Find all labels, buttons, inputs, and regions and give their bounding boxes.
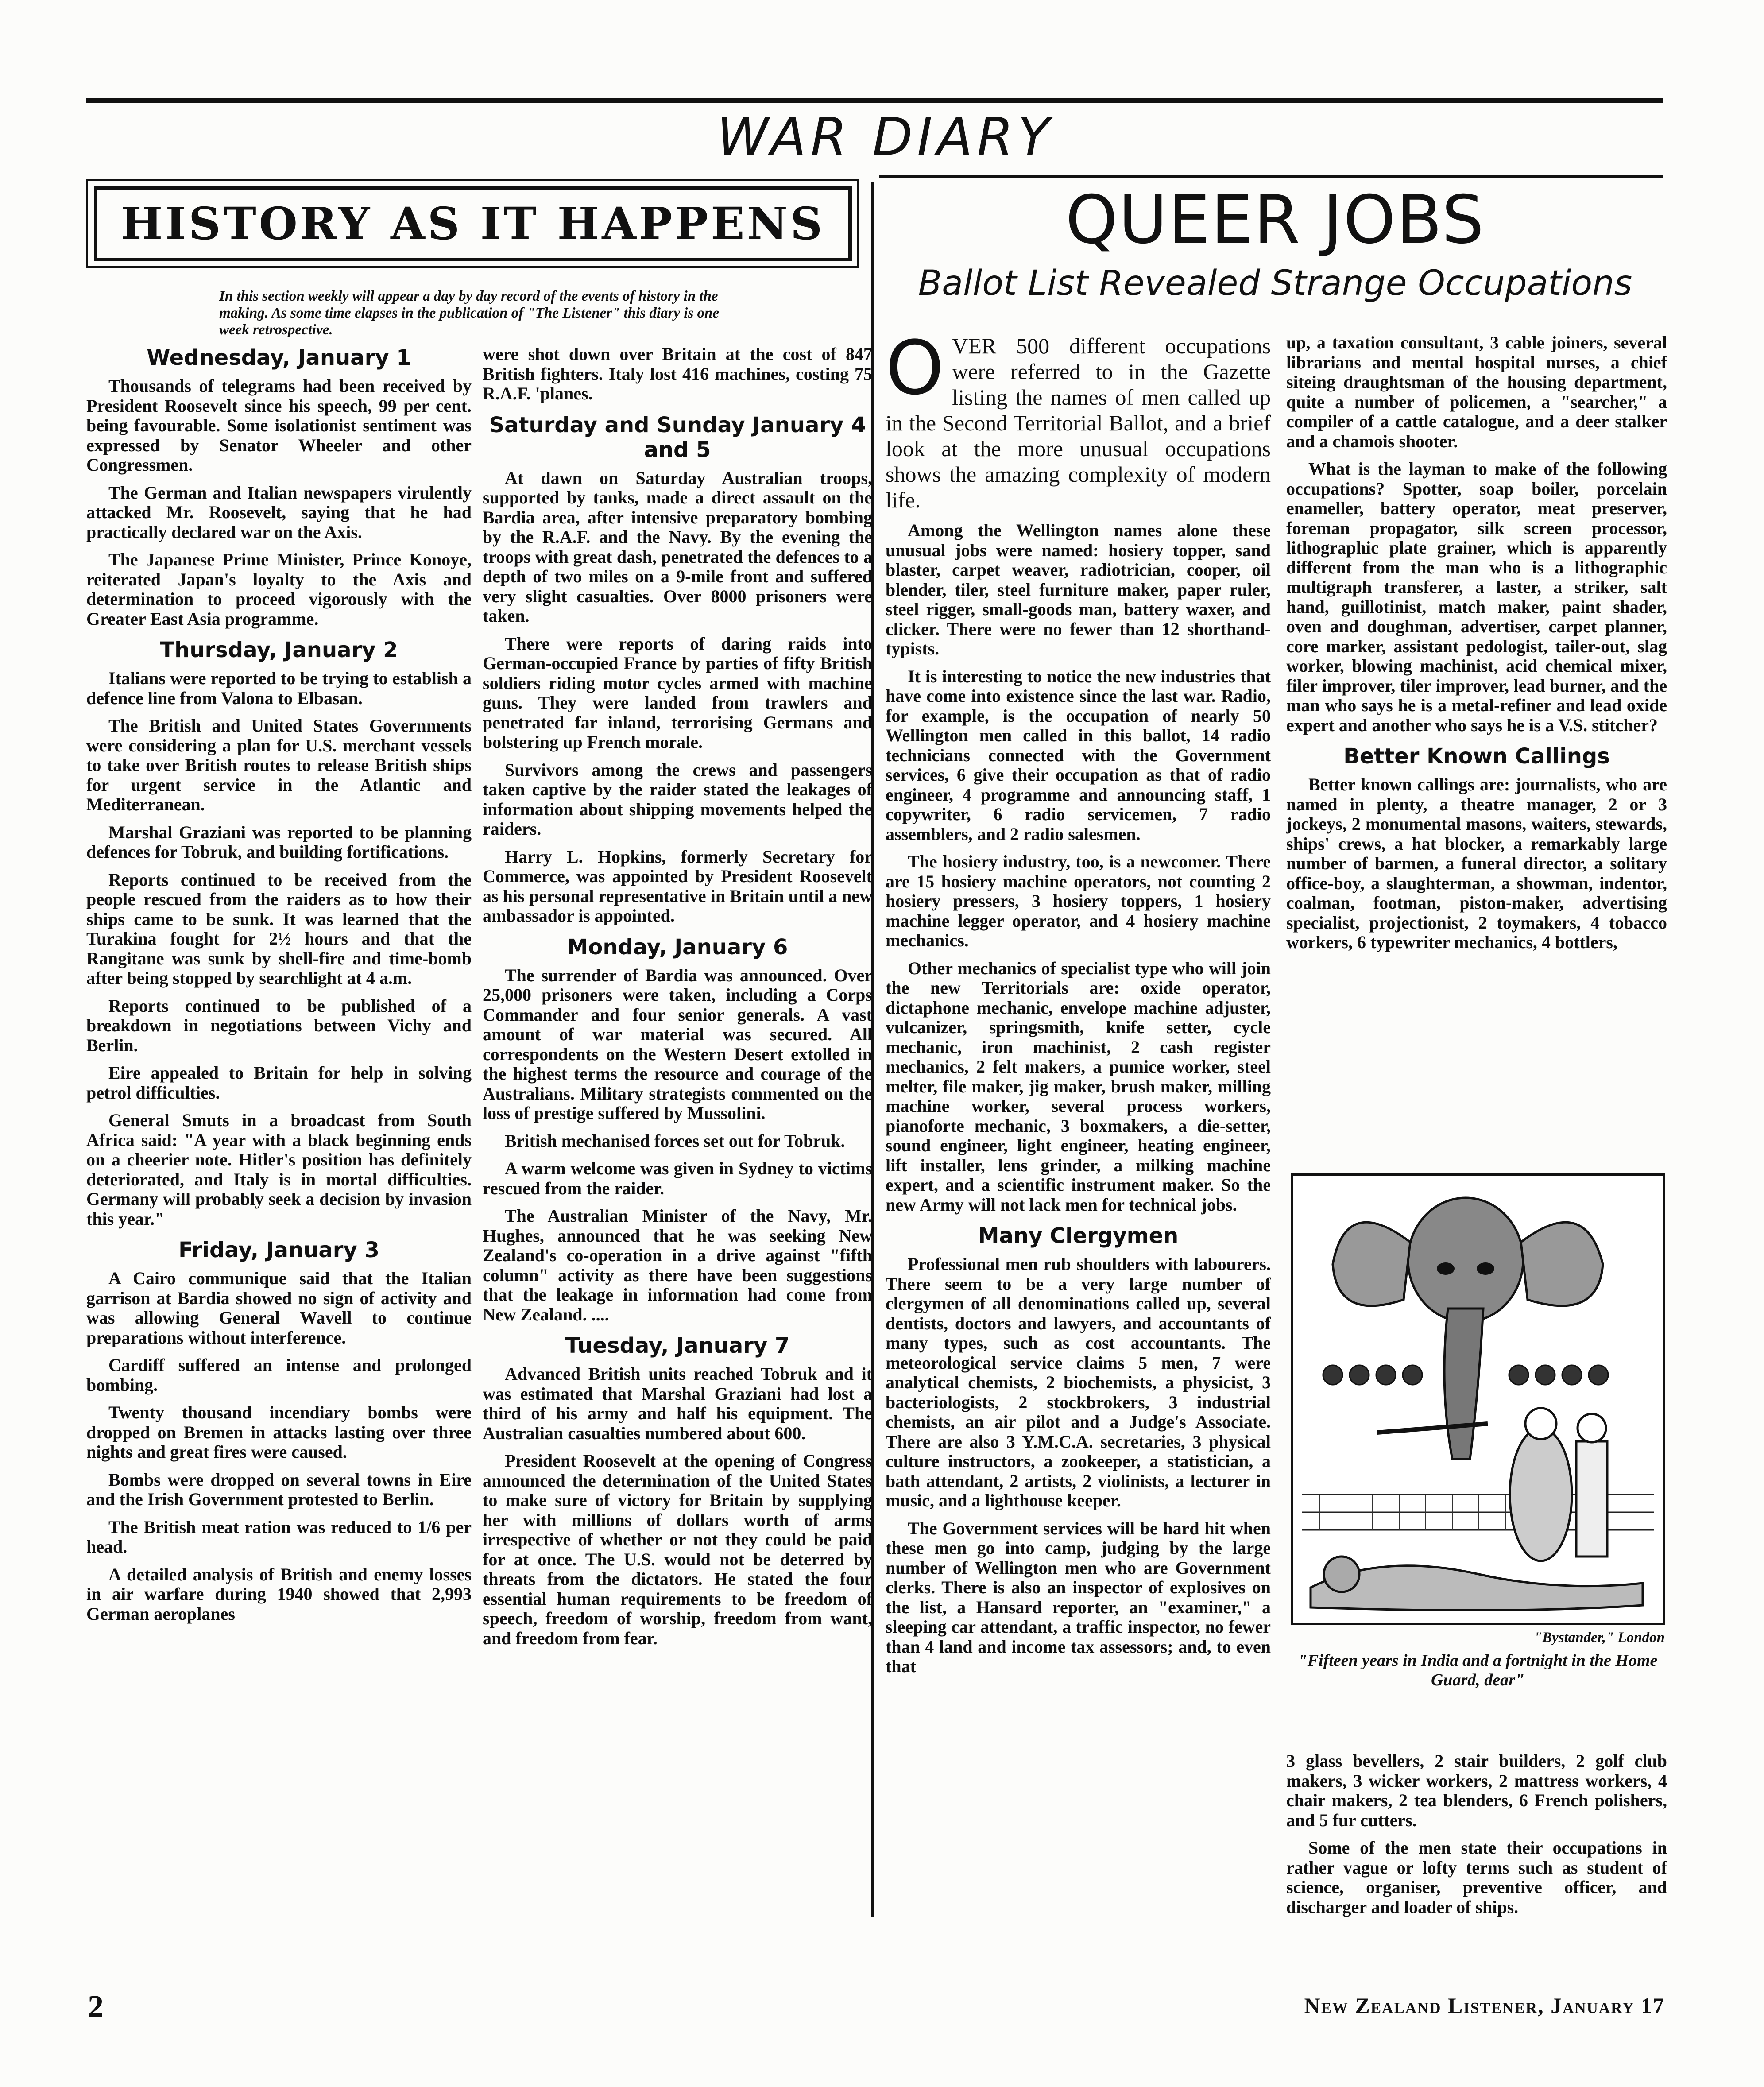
diary-entry: The surrender of Bardia was announced. Over 25,000 prisoners were taken, including a Corps Commander and four senior generals. A vast amount of war material was secured. All correspondents on the Western Desert extolled in the highest terms the resource and courage of the Australians. Military strategists commented on the loss of prestige suffered by Mussolini. xyxy=(483,965,872,1123)
diary-entry: Survivors among the crews and passengers taken captive by the raider stated the leakages of information about shipping movements helped the raiders. xyxy=(483,759,872,839)
article-paragraph: The Government services will be hard hit when these men go into camp, judging by the large number of Wellington men who are Government clerks. There is also an inspector of explosives on the list, a Hansard reporter, an "examiner," a sleeping car attendant, a traffic inspector, no fewer than 4 land and income tax assessors; and, to even that xyxy=(886,1518,1271,1676)
history-intro: In this section weekly will appear a day by day record of the events of history in the making. As some time elapses in the publication of "The Listener" this diary is one week retrospective. xyxy=(219,288,720,338)
queer-jobs-rule xyxy=(879,175,1663,178)
diary-entry: The German and Italian newspapers virulently attacked Mr. Roosevelt, saying that he had practically declared war on the Axis. xyxy=(86,482,472,542)
diary-entry: Harry L. Hopkins, formerly Secretary for Commerce, was appointed by President Roosevelt as his personal representative in Britain until a new ambassador is appointed. xyxy=(483,846,872,925)
article-paragraph: It is interesting to notice the new industries that have come into existence since the last war. Radio, for example, is the occupation of nearly 50 Wellington men called in this ballot, 14 radio technicians connected with the Government services, 6 give their occupation as that of radio engineer, 4 programme and announcing staff, 1 copywriter, 6 radio servicemen, 7 radio assemblers, and 2 radio salesmen. xyxy=(886,666,1271,844)
diary-entry: Reports continued to be received from the people rescued from the raiders as to how their ships came to be sunk. It was learned that the Turakina fought for 2½ hours and that the Rangitane was sunk by shell-fire and time-bomb after being stopped by searchlight at 4 a.m. xyxy=(86,869,472,988)
subheading-better-known: Better Known Callings xyxy=(1343,744,1610,769)
diary-entry: The British meat ration was reduced to 1/6 per head. xyxy=(86,1517,472,1557)
queer-jobs-column-2 xyxy=(1286,333,1667,960)
queer-jobs-title: QUEER JOBS xyxy=(1065,182,1485,259)
article-paragraph: What is the layman to make of the following occupations? Spotter, soap boiler, porcelain enameller, battery operator, meat preserver, foreman propagator, silk screen processor, lithographic plate grainer, which is apparently different from the man who is a lithographic multigraph transferer, a laster, a striker, salt hand, guillotinist, match maker, paint shader, oven and doughman, advertiser, carpet planner, core marker, assistant pedologist, tailer-out, slag worker, blowing machinist, acid chemical mixer, filer improver, tiler improver, lead burner, and the man who says he is a metal-refiner and lead oxide expert and another who says he is a V.S. stitcher? xyxy=(1286,459,1667,735)
diary-entry: Italians were reported to be trying to establish a defence line from Valona to Elbasan. xyxy=(86,668,472,708)
day-heading: Thursday, January 2 xyxy=(160,638,398,662)
diary-entry: A detailed analysis of British and enemy losses in air warfare during 1940 showed that 2,993 German aeroplanes xyxy=(86,1564,472,1624)
masthead: WAR DIARY xyxy=(717,106,1054,167)
top-rule xyxy=(86,98,1663,103)
diary-entry: A Cairo communique said that the Italian garrison at Bardia showed no sign of activity and was allowing General Wavell to continue preparations without interference. xyxy=(86,1268,472,1347)
diary-entry: Advanced British units reached Tobruk and it was estimated that Marshal Graziani had lost a third of his army and half his equipment. The Australian casualties numbered about 600. xyxy=(483,1364,872,1443)
diary-entry: There were reports of daring raids into German-occupied France by parties of fifty British soldiers riding motor cycles armed with machine guns. They were landed from trawlers and penetrated far inland, terrorising Germans and bolstering up French morale. xyxy=(483,633,872,752)
history-title: HISTORY AS IT HAPPENS xyxy=(120,197,825,250)
history-column-1 xyxy=(86,345,472,1632)
diary-entry-continued: were shot down over Britain at the cost of 847 British fighters. Italy lost 416 machines, costing 75 R.A.F. 'planes. xyxy=(483,344,872,403)
diary-entry: Marshal Graziani was reported to be planning defences for Tobruk, and building fortifications. xyxy=(86,822,472,862)
day-heading: Tuesday, January 7 xyxy=(565,1333,790,1358)
diary-entry: The British and United States Governments were considering a plan for U.S. merchant vessels to take over British routes to release British ships for urgent service in the Atlantic and Mediterranean. xyxy=(86,716,472,814)
day-heading: Wednesday, January 1 xyxy=(147,345,411,370)
day-heading: Saturday and Sunday January 4 and 5 xyxy=(489,412,866,462)
diary-entry: Reports continued to be published of a breakdown in negotiations between Vichy and Berlin. xyxy=(86,995,472,1055)
diary-entry: General Smuts in a broadcast from South Africa said: "A year with a black beginning ends on a cheerier note. Hitler's position has definitely deteriorated, and Italy is in mortal difficulties. Germany will probably seek a decision by invasion this year." xyxy=(86,1110,472,1229)
elephant-cartoon-icon xyxy=(1293,1176,1663,1623)
lead-text: VER 500 different occupations were referred to in the Gazette listing the names of men called up in the Second Territorial Ballot, and a brief look at the more unusual occupations shows the amazing complexity of modern life. xyxy=(886,333,1271,512)
diary-entry: The Australian Minister of the Navy, Mr. Hughes, announced that he was seeking New Zealand's co-operation in a drive against "fifth column" activity as there have been suggestions that the leakage in information had come from New Zealand. .... xyxy=(483,1206,872,1324)
queer-jobs-column-1 xyxy=(886,325,1271,1684)
subheading-clergymen: Many Clergymen xyxy=(978,1224,1179,1248)
diary-entry: Cardiff suffered an intense and prolonged bombing. xyxy=(86,1355,472,1395)
day-heading: Friday, January 3 xyxy=(178,1238,379,1262)
article-paragraph: up, a taxation consultant, 3 cable joiners, several librarians and mental hospital nurses, a chief siteing draughtsman of the housing department, quite a number of policemen, a "searcher," a compiler of a cattle catalogue, and a deer stalker and a chamois shooter. xyxy=(1286,333,1667,451)
article-paragraph: 3 glass bevellers, 2 stair builders, 2 golf club makers, 3 wicker workers, 2 mattress workers, 4 chair makers, 2 tea blenders, 6 French polishers, and 5 fur cutters. xyxy=(1286,1751,1667,1830)
diary-entry: Thousands of telegrams had been received by President Roosevelt since his speech, 99 per cent. being favourable. Some isolationist sentiment was expressed by Senator Wheeler and other Congressmen. xyxy=(86,376,472,475)
queer-jobs-column-2-end xyxy=(1286,1751,1667,1925)
history-title-frame xyxy=(94,186,852,261)
diary-entry: Eire appealed to Britain for help in solving petrol difficulties. xyxy=(86,1063,472,1103)
publication-footer: New Zealand Listener, January 17 xyxy=(1304,1993,1665,2018)
article-lead xyxy=(886,325,1271,513)
diary-entry: President Roosevelt at the opening of Congress announced the determination of the United States to make sure of victory for Britain by supplying her with millions of dollars worth of arms irrespective of whether or not they could be paid for at once. The U.S. would not be deterred by threats from the dictators. He stated the four essential human requirements to be freedom of speech, freedom of worship, freedom from want, and freedom from fear. xyxy=(483,1451,872,1648)
article-paragraph: Other mechanics of specialist type who will join the new Territorials are: oxide operator, dictaphone mechanic, envelope machine adjuster, vulcanizer, springsmith, knife setter, cycle mechanic, iron machinist, 2 cash register mechanics, 2 felt makers, a pumice worker, steel melter, file maker, jig maker, brush maker, milling machine worker, several process workers, pianoforte mechanic, 3 boxmakers, a die-setter, sound engineer, light engineer, heating engineer, lift installer, lens grinder, a milking machine expert, and a scientific instrument maker. So the new Army will not lack men for technical jobs. xyxy=(886,958,1271,1215)
article-paragraph: Among the Wellington names alone these unusual jobs were named: hosiery topper, sand blaster, carpet weaver, radiotrician, cooper, oil blender, tiler, steel furniture maker, paper ruler, steel rigger, small-goods man, battery waxer, and clicker. There were no fewer than 12 shorthand-typists. xyxy=(886,520,1271,658)
history-column-2 xyxy=(483,345,872,1656)
diary-entry: The Japanese Prime Minister, Prince Konoye, reiterated Japan's loyalty to the Axis and determination to proceed vigorously with the Greater East Asia programme. xyxy=(86,550,472,629)
article-paragraph: The hosiery industry, too, is a newcomer. There are 15 hosiery machine operators, not counting 2 hosiery pressers, 3 hosiery toppers, 1 hosiery machine legger operator, and 4 hosiery machine mechanics. xyxy=(886,852,1271,950)
cartoon-caption: "Fifteen years in India and a fortnight in the Home Guard, dear" xyxy=(1298,1651,1658,1689)
page-number: 2 xyxy=(88,1989,104,2024)
queer-jobs-subtitle: Ballot List Revealed Strange Occupations xyxy=(918,263,1632,303)
drop-cap: O xyxy=(886,325,944,411)
article-paragraph: Professional men rub shoulders with labourers. There seem to be a very large number of clergymen of all denominations called up, several dentists, doctors and lawyers, and accountants of many types, such as cost accountants. The meteorological service claims 5 men, 7 were analytical chemists, 2 biochemists, a physicist, 3 bacteriologists, 2 stockbrokers, 3 industrial chemists, an air pilot and a Judge's Associate. There are also 3 Y.M.C.A. secretaries, 3 physical culture instructors, a zookeeper, a statistician, a bath attendant, 2 artists, 2 violinists, a lecturer in music, and a lighthouse keeper. xyxy=(886,1254,1271,1510)
diary-entry: Twenty thousand incendiary bombs were dropped on Bremen in attacks lasting over three nights and great fires were caused. xyxy=(86,1402,472,1462)
diary-entry: Bombs were dropped on several towns in Eire and the Irish Government protested to Berlin. xyxy=(86,1469,472,1509)
cartoon-credit: "Bystander," London xyxy=(1534,1630,1665,1646)
article-paragraph: Some of the men state their occupations in rather vague or lofty terms such as student of science, organiser, preventive officer, and discharger and loader of ships. xyxy=(1286,1838,1667,1917)
day-heading: Monday, January 6 xyxy=(567,934,788,960)
article-paragraph: Better known callings are: journalists, who are named in plenty, a theatre manager, 2 or 3 jockeys, 2 monumental masons, waiters, stewards, ships' crews, a hat blocker, a remarkably large number of barmen, a funeral director, a solitary office-boy, a slaughterman, a showman, indentor, coalman, footman, piston-maker, advertising specialist, projectionist, 2 toymakers, 4 tobacco workers, 6 typewriter mechanics, 4 bottlers, xyxy=(1286,774,1667,952)
diary-entry: British mechanised forces set out for Tobruk. xyxy=(505,1131,845,1151)
diary-entry: A warm welcome was given in Sydney to victims rescued from the raider. xyxy=(483,1158,872,1198)
diary-entry: At dawn on Saturday Australian troops, supported by tanks, made a direct assault on the Bardia area, after intensive preparatory bombing by the R.A.F. and the Navy. By the evening the troops with great dash, penetrated the defences to a depth of two miles on a 9-mile front and suffered very slight casualties. Over 8000 prisoners were taken. xyxy=(483,468,872,626)
cartoon-illustration xyxy=(1291,1173,1665,1625)
